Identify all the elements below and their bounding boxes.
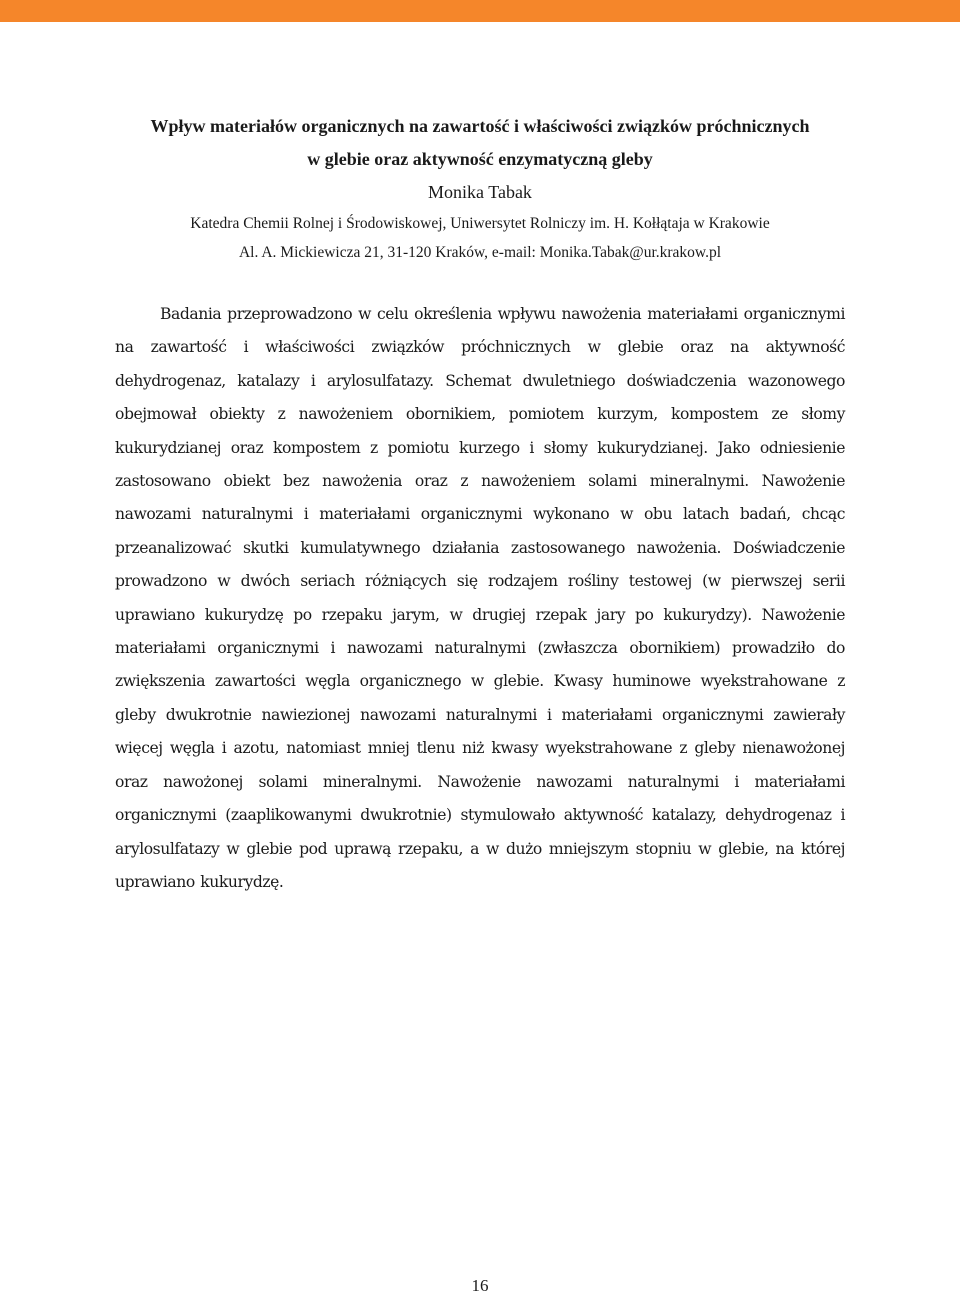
header-accent-bar bbox=[0, 0, 960, 22]
paper-title bbox=[60, 110, 900, 176]
author-name: Monika Tabak bbox=[428, 182, 532, 202]
abstract-paragraph: Badania przeprowadzono w celu określenia wpływu nawożenia materiałami organicznymi na zawartość i właściwości związków próchnicznych w glebie oraz na aktywność dehydrogenaz, katalazy i arylosulfatazy. Schemat dwuletniego doświadczenia wazonowego obejmował obiekty z nawożeniem obornikiem, pomiotem kurzym, kompostem ze słomy kukurydzianej oraz kompostem z pomiotu kurzego i słomy kukurydzianej. Jako odniesienie zastosowano obiekt bez nawożenia oraz z nawożeniem solami mineralnymi. Nawożenie nawozami naturalnymi i materiałami organicznymi wykonano w obu latach badań, chcąc przeanalizować skutki kumulatywnego działania zastosowanego nawożenia. Doświadczenie prowadzono w dwóch seriach różniących się rodzajem rośliny testowej (w pierwszej serii uprawiano kukurydzę po rzepaku jarym, w drugiej rzepak jary po kukurydzy). Nawożenie materiałami organicznymi i nawozami naturalnymi (zwłaszcza obornikiem) prowadziło do zwiększenia zawartości węgla organicznego w glebie. Kwasy huminowe wyekstrahowane z gleby dwukrotnie nawiezionej nawozami naturalnymi i materiałami organicznymi zawierały więcej węgla i azotu, natomiast mniej tlenu niż kwasy wyekstrahowane z gleby nienawożonej oraz nawożonej solami mineralnymi. Nawożenie nawozami naturalnymi i materiałami organicznymi (zaaplikowanymi dwukrotnie) stymulowało aktywność katalazy, dehydrogenaz i arylosulfatazy w glebie pod uprawą rzepaku, a w dużo mniejszym stopniu w glebie, na której uprawiano kukurydzę. bbox=[115, 305, 845, 891]
affiliation-line-2: Al. A. Mickiewicza 21, 31-120 Kraków, e-mail: Monika.Tabak@ur.krakow.pl bbox=[238, 244, 722, 261]
title-line-2: w glebie oraz aktywność enzymatyczną gleby bbox=[307, 149, 653, 169]
title-line-1: Wpływ materiałów organicznych na zawartość i właściwości związków próchnicznych bbox=[150, 116, 810, 136]
affiliation-line-1: Katedra Chemii Rolnej i Środowiskowej, Uniwersytet Rolniczy im. H. Kołłątaja w Krakowie bbox=[190, 215, 770, 232]
page-number: 16 bbox=[471, 1276, 489, 1295]
